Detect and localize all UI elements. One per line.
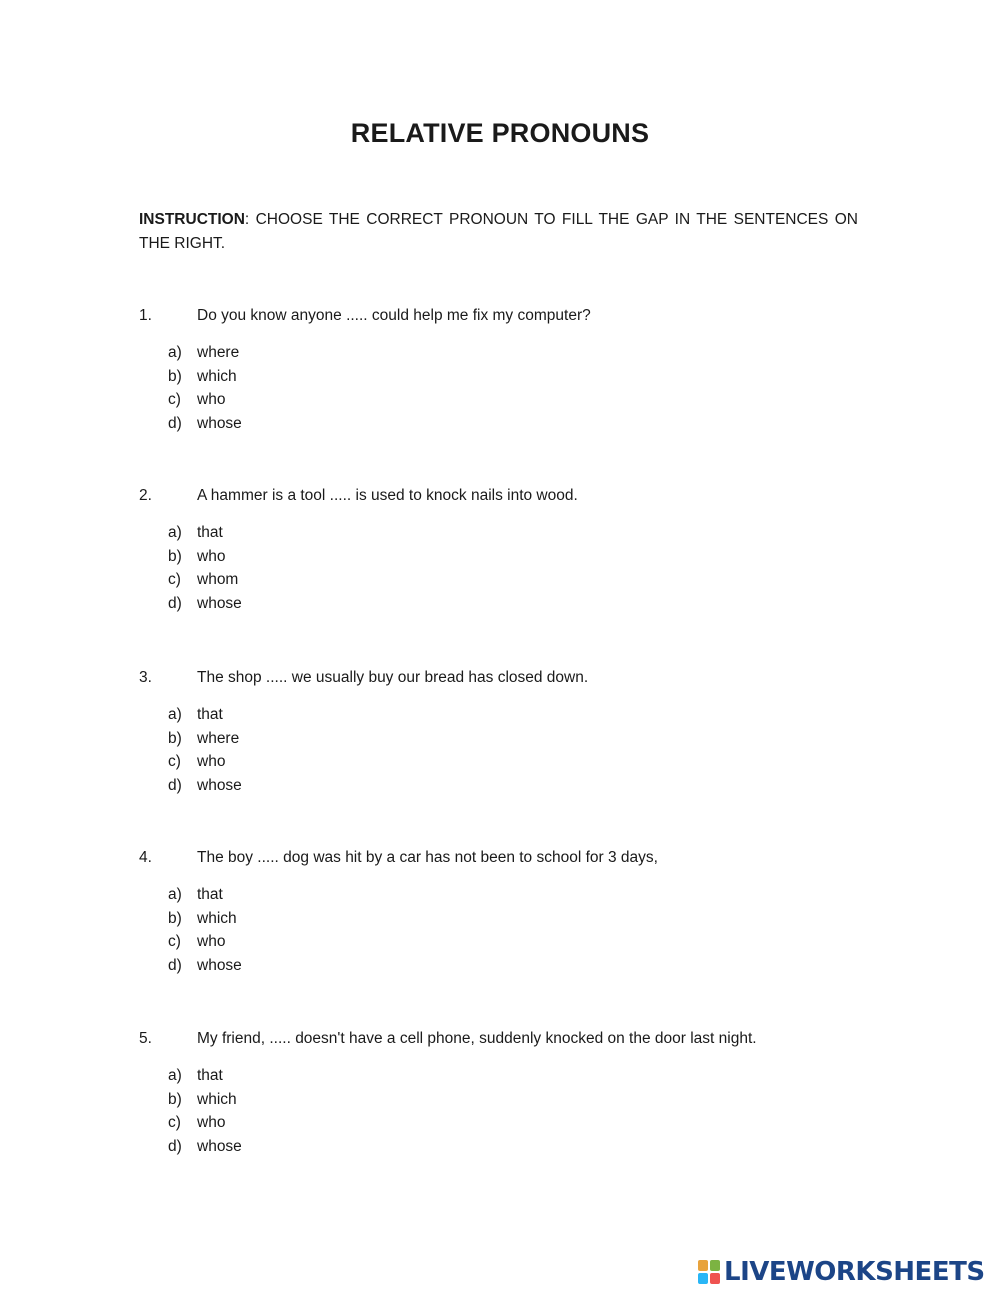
option-text: which	[197, 909, 237, 927]
option-c[interactable]	[139, 930, 899, 954]
option-letter: a)	[168, 706, 182, 723]
option-text: whom	[197, 571, 239, 588]
option-a[interactable]	[139, 1064, 899, 1088]
options-list	[139, 1064, 899, 1158]
option-letter: b)	[168, 547, 182, 565]
option-text: who	[197, 547, 226, 565]
option-letter: a)	[168, 1067, 182, 1084]
option-text: that	[197, 886, 223, 903]
logo-text: LIVEWORKSHEETS	[724, 1257, 985, 1287]
option-d[interactable]	[139, 774, 899, 798]
instruction-label: INSTRUCTION	[139, 211, 245, 228]
option-letter: c)	[168, 1114, 181, 1131]
question-text: A hammer is a tool ..... is used to knock nails into wood.	[197, 487, 578, 504]
option-text: whose	[197, 414, 242, 432]
option-text: whose	[197, 956, 242, 974]
option-b[interactable]	[139, 545, 899, 569]
option-c[interactable]	[139, 568, 899, 592]
liveworksheets-logo-icon	[697, 1259, 721, 1285]
option-letter: c)	[168, 391, 181, 408]
option-c[interactable]	[139, 388, 899, 412]
option-text: which	[197, 1090, 237, 1108]
option-c[interactable]	[139, 1111, 899, 1135]
question-5	[139, 1027, 899, 1158]
option-c[interactable]	[139, 750, 899, 774]
option-a[interactable]	[139, 883, 899, 907]
question-text: My friend, ..... doesn't have a cell phone, suddenly knocked on the door last night.	[197, 1030, 757, 1047]
instruction-text: : CHOOSE THE CORRECT PRONOUN TO FILL THE GAP IN THE SENTENCES ON THE RIGHT.	[139, 211, 858, 252]
question-number: 1.	[139, 307, 152, 324]
option-letter: d)	[168, 1137, 182, 1155]
option-letter: b)	[168, 909, 182, 927]
question-number: 4.	[139, 849, 152, 866]
options-list	[139, 703, 899, 797]
question-number: 3.	[139, 669, 152, 686]
option-b[interactable]	[139, 907, 899, 931]
option-letter: c)	[168, 933, 181, 950]
option-text: who	[197, 391, 226, 408]
option-letter: a)	[168, 886, 182, 903]
option-text: whose	[197, 594, 242, 612]
option-b[interactable]	[139, 365, 899, 389]
question-text: The shop ..... we usually buy our bread has closed down.	[197, 669, 589, 686]
option-letter: a)	[168, 344, 182, 361]
question-2	[139, 484, 899, 615]
option-letter: b)	[168, 367, 182, 385]
option-b[interactable]	[139, 1088, 899, 1112]
question-3	[139, 666, 899, 797]
option-text: that	[197, 1067, 223, 1084]
question-number: 2.	[139, 487, 152, 504]
option-text: who	[197, 933, 226, 950]
option-letter: d)	[168, 594, 182, 612]
option-text: which	[197, 367, 237, 385]
option-letter: d)	[168, 956, 182, 974]
question-text: Do you know anyone ..... could help me fix my computer?	[197, 307, 591, 324]
instruction	[139, 208, 858, 256]
page-title: RELATIVE PRONOUNS	[350, 118, 650, 148]
option-text: who	[197, 753, 226, 770]
option-letter: b)	[168, 729, 182, 747]
option-text: where	[197, 729, 240, 747]
option-a[interactable]	[139, 341, 899, 365]
options-list	[139, 341, 899, 435]
options-list	[139, 883, 899, 977]
question-number: 5.	[139, 1030, 152, 1047]
option-text: that	[197, 706, 223, 723]
liveworksheets-logo[interactable]	[697, 1255, 985, 1289]
option-text: whose	[197, 776, 242, 794]
option-d[interactable]	[139, 954, 899, 978]
option-text: who	[197, 1114, 226, 1131]
option-text: whose	[197, 1137, 242, 1155]
option-d[interactable]	[139, 1135, 899, 1159]
option-text: that	[197, 524, 223, 541]
option-a[interactable]	[139, 521, 899, 545]
option-a[interactable]	[139, 703, 899, 727]
option-d[interactable]	[139, 412, 899, 436]
option-d[interactable]	[139, 592, 899, 616]
option-letter: c)	[168, 571, 181, 588]
question-1	[139, 304, 899, 435]
question-text: The boy ..... dog was hit by a car has not been to school for 3 days,	[197, 849, 658, 866]
option-letter: d)	[168, 414, 182, 432]
question-4	[139, 846, 899, 977]
option-letter: a)	[168, 524, 182, 541]
option-text: where	[197, 344, 240, 361]
option-letter: b)	[168, 1090, 182, 1108]
option-b[interactable]	[139, 727, 899, 751]
option-letter: d)	[168, 776, 182, 794]
options-list	[139, 521, 899, 615]
option-letter: c)	[168, 753, 181, 770]
